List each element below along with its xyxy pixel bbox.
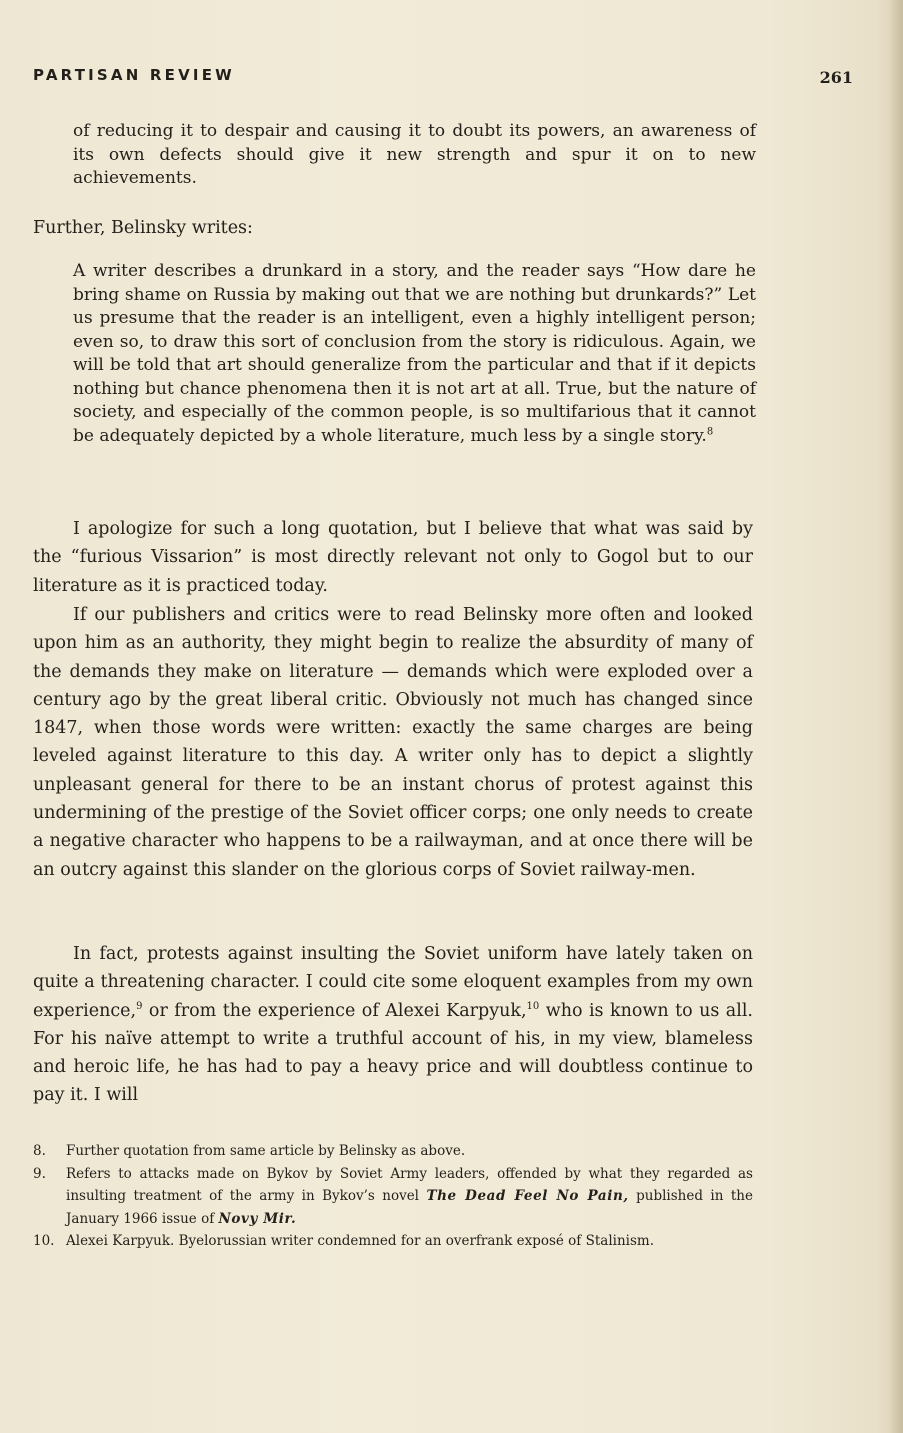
footnote-8 [33, 1140, 753, 1163]
paragraph-apology: I apologize for such a long quotation, but I believe that what was said by the “furious Vissarion” is most directly relevant not only to Gogol but to our literature as it is practiced today. [33, 519, 753, 596]
block-quote-continuation: of reducing it to despair and causing it to doubt its powers, an awareness of its own defects should give it new strength and spur it on to new achievements. [73, 121, 756, 188]
footnote-number: 8. [33, 1143, 46, 1159]
novel-title: The Dead Feel No Pain, [426, 1188, 629, 1205]
paragraph-protests [33, 940, 753, 1110]
paragraph-text: In fact, protests against insulting the Soviet uniform have lately taken on quite a threatening character. I could cite some eloquent examples from my own experience, [33, 944, 753, 1021]
footnote-9 [33, 1163, 753, 1231]
quote-text: A writer describes a drunkard in a story, and the reader says “How dare he bring shame on Russia by making out that we are nothing but drunkards?” Let us presume that the reader is an intelligent, even a highly intelligent person; even so, to draw this sort of conclusion from the story is ridiculous. Again, we will be told that art should generalize from the particular and that if it depicts nothing but chance phenomena then it is not art at all. True, but the nature of society, and especially of the common people, is so multifarious that it cannot be adequately depicted by a whole literature, much less by a single story. [73, 261, 756, 446]
journal-title: Novy Mir. [218, 1210, 297, 1227]
paragraph-text: or from the experience of Alexei Karpyuk, [142, 1000, 527, 1021]
footnote-number: 9. [33, 1165, 46, 1182]
footnote-text: Further quotation from same article by Belinsky as above. [66, 1143, 466, 1159]
running-head: PARTISAN REVIEW [33, 66, 235, 84]
page-edge-shadow [889, 0, 903, 1433]
footnote-text: published in the January 1966 issue of [66, 1188, 753, 1227]
footnote-ref-10[interactable]: 10 [526, 1000, 540, 1012]
footnote-text: Refers to attacks made on Bykov by Soviet Army leaders, offended by what they regarded as insulting treatment of the army in Bykov’s novel [66, 1165, 753, 1205]
footnote-ref-8[interactable]: 8 [706, 425, 714, 437]
belinsky-block-quote [73, 260, 756, 448]
page-header [33, 66, 853, 90]
paragraph-publishers: If our publishers and critics were to read Belinsky more often and looked upon him as an authority, they might begin to realize the absurdity of many of the demands they make on literature — demands which were exploded over a century ago by the great liberal critic. Obviously not much has changed since 1847, when those words were written: exactly the same charges are being leveled against literature to this day. A writer only has to depict a slightly unpleasant general for there to be an instant chorus of protest against this undermining of the prestige of the Soviet officer corps; one only needs to create a negative character who happens to be a railwayman, and at once there will be an outcry against this slander on the glorious corps of Soviet railway-men. [33, 605, 753, 880]
footnote-10 [33, 1230, 753, 1253]
footnote-ref-9[interactable]: 9 [136, 1000, 143, 1012]
page-number: 261 [819, 68, 853, 87]
footnote-number: 10. [33, 1233, 55, 1250]
lead-in-line: Further, Belinsky writes: [33, 218, 253, 238]
footnote-text: Alexei Karpyuk. Byelorussian writer condemned for an overfrank exposé of Stalinism. [66, 1233, 654, 1250]
footnotes [33, 1140, 753, 1253]
paragraph-text: who is known to us all. For his naïve attempt to write a truthful account of his, in my view, blameless and heroic life, he has had to pay a heavy price and will doubtless continue to pay it. I will [33, 1000, 753, 1106]
